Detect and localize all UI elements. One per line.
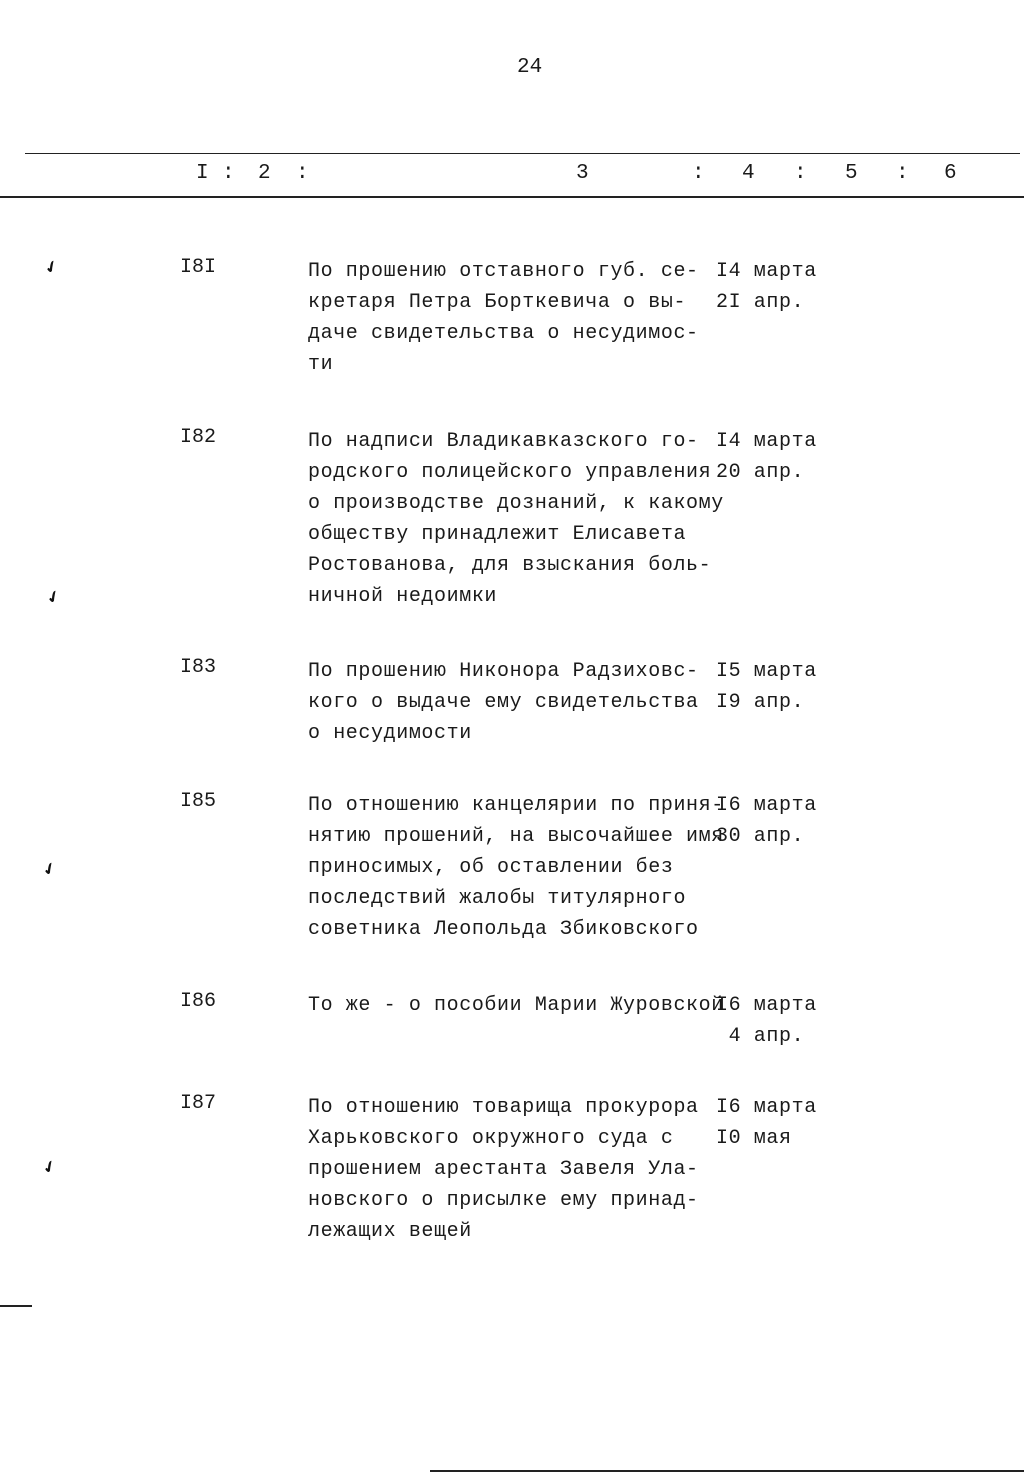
end-date: 30 апр. — [716, 825, 805, 848]
entry-description — [308, 656, 699, 749]
description-line: о несудимости — [308, 722, 472, 745]
start-date: I4 марта — [716, 260, 817, 283]
entry-number: I8I — [180, 256, 217, 279]
entry-dates — [716, 426, 817, 488]
header-bottom-rule — [0, 196, 1024, 198]
margin-line — [0, 1305, 32, 1307]
description-line: нятию прошений, на высочайшее имя — [308, 825, 724, 848]
column-header-2: 2 — [258, 162, 271, 185]
description-line: Ростованова, для взыскания боль- — [308, 554, 712, 577]
end-date: 20 апр. — [716, 461, 805, 484]
description-line: приносимых, об оставлении без — [308, 856, 674, 879]
description-line: последствий жалобы титулярного — [308, 887, 687, 910]
column-header-6: 6 — [944, 162, 957, 185]
bottom-rule — [430, 1470, 1024, 1472]
entry-description — [308, 990, 724, 1021]
entry-number: I82 — [180, 426, 217, 449]
description-line: советника Леопольда Збиковского — [308, 918, 699, 941]
entry-description — [308, 1092, 699, 1247]
margin-mark-icon: ✔ — [40, 1156, 60, 1180]
column-header-1: I — [196, 162, 209, 185]
description-line: По прошению отставного губ. се- — [308, 260, 699, 283]
entry-description — [308, 426, 724, 612]
entry-dates — [716, 656, 817, 718]
column-header-4: 4 — [742, 162, 755, 185]
description-line: родского полицейского управления — [308, 461, 712, 484]
description-line: Харьковского окружного суда с — [308, 1127, 674, 1150]
description-line: лежащих вещей — [308, 1220, 472, 1243]
entry-dates — [716, 1092, 817, 1154]
description-line: ти — [308, 353, 334, 376]
margin-mark-icon: ✔ — [42, 256, 62, 280]
entry-description — [308, 790, 724, 945]
entry-number: I86 — [180, 990, 217, 1013]
description-line: даче свидетельства о несудимос- — [308, 322, 699, 345]
description-line: По прошению Никонора Радзиховс- — [308, 660, 699, 683]
description-line: новского о присылке ему принад- — [308, 1189, 699, 1212]
entry-dates — [716, 990, 817, 1052]
description-line: То же - о пособии Марии Журовской — [308, 994, 724, 1017]
margin-mark-icon: ✔ — [40, 858, 60, 882]
start-date: I6 марта — [716, 794, 817, 817]
description-line: прошением арестанта Завеля Ула- — [308, 1158, 699, 1181]
description-line: кретаря Петра Борткевича о вы- — [308, 291, 687, 314]
start-date: I4 марта — [716, 430, 817, 453]
entry-dates — [716, 256, 817, 318]
column-header-5: 5 — [845, 162, 858, 185]
description-line: обществу принадлежит Елисавета — [308, 523, 687, 546]
column-header-3: 3 — [576, 162, 589, 185]
description-line: По отношению канцелярии по приня- — [308, 794, 724, 817]
end-date: I9 апр. — [716, 691, 805, 714]
description-line: кого о выдаче ему свидетельства — [308, 691, 699, 714]
entry-number: I87 — [180, 1092, 217, 1115]
end-date: I0 мая — [716, 1127, 792, 1150]
start-date: I6 марта — [716, 994, 817, 1017]
entry-number: I83 — [180, 656, 217, 679]
page-number: 24 — [517, 56, 543, 79]
description-line: ничной недоимки — [308, 585, 498, 608]
entry-dates — [716, 790, 817, 852]
header-top-rule — [25, 153, 1020, 154]
margin-mark-icon: ✔ — [44, 586, 64, 610]
start-date: I6 марта — [716, 1096, 817, 1119]
description-line: По отношению товарища прокурора — [308, 1096, 699, 1119]
description-line: о производстве дознаний, к какому — [308, 492, 724, 515]
start-date: I5 марта — [716, 660, 817, 683]
entry-number: I85 — [180, 790, 217, 813]
end-date: 4 апр. — [716, 1025, 805, 1048]
end-date: 2I апр. — [716, 291, 805, 314]
description-line: По надписи Владикавказского го- — [308, 430, 699, 453]
entry-description — [308, 256, 699, 380]
